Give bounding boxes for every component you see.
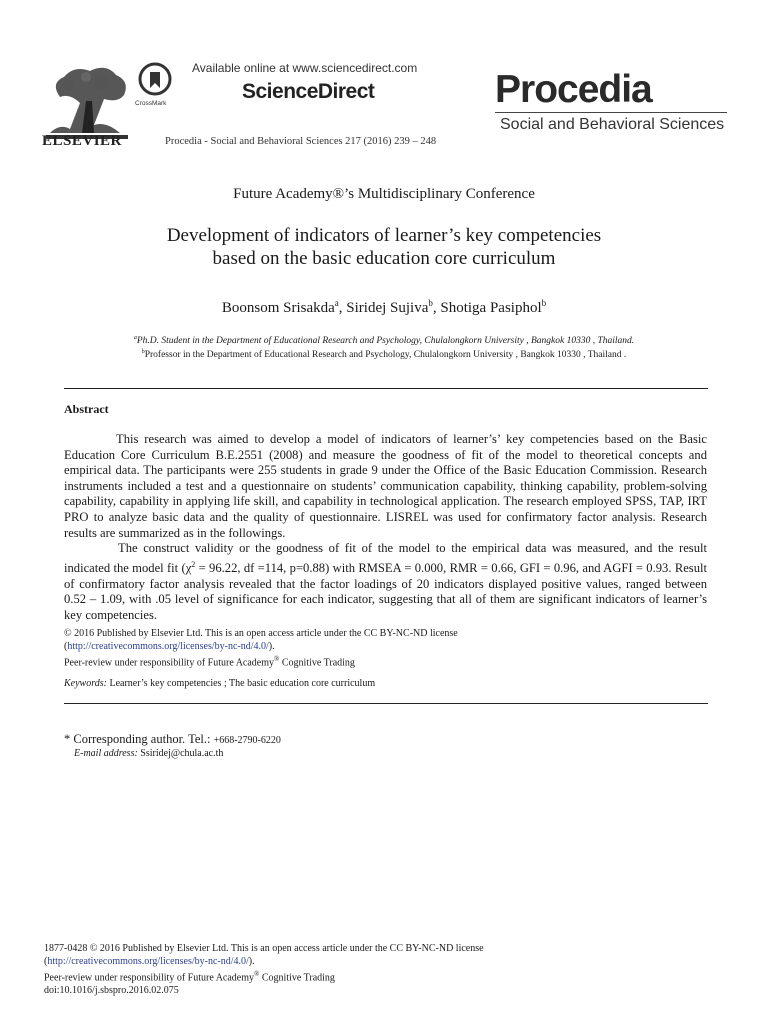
crossmark-label: CrossMark bbox=[135, 100, 167, 107]
author-sup: b bbox=[428, 298, 433, 308]
email-value[interactable]: Ssiridej@chula.ac.th bbox=[137, 748, 224, 759]
license-link[interactable]: http://creativecommons.org/licenses/by-nc-nd/4.0/ bbox=[67, 640, 269, 652]
chi-symbol: χ bbox=[185, 560, 192, 575]
abstract-text: The construct validity or the goodness of fit of the model to the empirical data was measured, and the result indicated the model fit ( bbox=[64, 541, 707, 575]
footer-license-line: 1877-0428 © 2016 Published by Elsevier Ltd. This is an open access article under the CC BY-NC-ND license bbox=[44, 943, 484, 954]
peer-review-line bbox=[64, 653, 704, 670]
crossmark-icon[interactable] bbox=[138, 62, 172, 96]
chi-superscript: 2 bbox=[191, 559, 196, 569]
author-separator: , bbox=[338, 300, 347, 316]
keywords-text: Learner’s key competencies ; The basic education core curriculum bbox=[106, 678, 376, 689]
license-notice bbox=[64, 628, 704, 670]
author-list bbox=[0, 298, 768, 317]
conference-name: Future Academy®’s Multidisciplinary Conference bbox=[233, 186, 535, 202]
paper-title bbox=[0, 224, 768, 270]
affiliation-sup: a bbox=[133, 335, 137, 341]
affiliation-a bbox=[0, 335, 768, 346]
footer-peer-review-text: Peer-review under responsibility of Future Academy bbox=[44, 972, 255, 984]
procedia-subtitle: Social and Behavioral Sciences bbox=[500, 116, 725, 133]
author-sup: b bbox=[541, 298, 547, 308]
affiliation-text: Professor in the Department of Educational Research and Psychology, Chulalongkorn University , Bangkok 10330 , Thailand . bbox=[144, 350, 627, 361]
peer-review-text: Peer-review under responsibility of Future Academy bbox=[64, 657, 275, 669]
journal-reference: Procedia - Social and Behavioral Sciences 217 (2016) 239 – 248 bbox=[165, 136, 437, 147]
footer-peer-review bbox=[44, 968, 724, 985]
divider-top bbox=[64, 388, 708, 389]
sciencedirect-logo: ScienceDirect bbox=[242, 80, 375, 103]
abstract-paragraph-2 bbox=[64, 541, 707, 623]
abstract-heading: Abstract bbox=[64, 402, 109, 416]
author-separator: , bbox=[432, 300, 441, 316]
author-sup: a bbox=[334, 298, 339, 308]
elsevier-logo-text: ELSEVIER bbox=[42, 133, 122, 149]
footer-license-link[interactable]: http://creativecommons.org/licenses/by-nc-nd/4.0/ bbox=[47, 955, 249, 967]
doi[interactable]: doi:10.1016/j.sbspro.2016.02.075 bbox=[44, 984, 179, 996]
paper-title-line1: Development of indicators of learner’s key competencies bbox=[166, 225, 602, 246]
footer-link-line: (http://creativecommons.org/licenses/by-nc-nd/4.0/). bbox=[44, 955, 255, 967]
procedia-divider bbox=[495, 112, 727, 113]
paper-title-line2: based on the basic education core curriculum bbox=[212, 248, 556, 269]
procedia-logo: Procedia bbox=[495, 68, 652, 111]
registered-mark: ® bbox=[274, 655, 280, 663]
corresponding-tel: +668-2790-6220 bbox=[213, 735, 281, 746]
email-label: E-mail address: bbox=[74, 748, 138, 759]
registered-mark: ® bbox=[254, 970, 260, 978]
corresponding-author bbox=[64, 732, 281, 747]
page-footer bbox=[44, 943, 724, 997]
license-line: © 2016 Published by Elsevier Ltd. This is an open access article under the CC BY-NC-ND license bbox=[64, 628, 458, 639]
abstract-body bbox=[64, 432, 707, 623]
keywords-label: Keywords: bbox=[64, 678, 107, 689]
license-link-line: (http://creativecommons.org/licenses/by-nc-nd/4.0/). bbox=[64, 640, 275, 652]
affiliation-text: Ph.D. Student in the Department of Educational Research and Psychology, Chulalongkorn University , Bangkok 10330 , Thailand. bbox=[136, 336, 635, 347]
footer-peer-review-text: Cognitive Trading bbox=[259, 972, 335, 984]
author-name: Shotiga Pasiphol bbox=[440, 300, 542, 316]
affiliation-b bbox=[0, 349, 768, 360]
corresponding-label: * Corresponding author. Tel.: bbox=[64, 732, 214, 746]
email-address bbox=[74, 748, 223, 759]
divider-bottom bbox=[64, 703, 708, 704]
author-name: Boonsom Srisakda bbox=[221, 300, 335, 316]
affiliation-sup: b bbox=[141, 349, 145, 355]
keywords bbox=[64, 678, 375, 689]
peer-review-text: Cognitive Trading bbox=[279, 657, 355, 669]
abstract-text: = 96.22, df =114, p=0.88) with RMSEA = 0.000, RMR = 0.66, GFI = 0.96, and AGFI = 0.93. Result of confirmatory factor analysis revealed that the factor loadings of 20 indicators displayed positive values, ranged between 0.52 – 1.09, with .05 level of significance for each indicator, suggesting that all of them are significant indicators of learner’s key competencies. bbox=[64, 560, 708, 622]
available-online-text: Available online at www.sciencedirect.com bbox=[192, 61, 418, 75]
author-name: Siridej Sujiva bbox=[346, 300, 429, 316]
abstract-paragraph-1: This research was aimed to develop a model of indicators of learner’s’ key competencies based on the Basic Education Core Curriculum B.E.2551 (2008) and measure the goodness of fit of the model to theoretical concepts and empirical data. The participants were 255 students in grade 9 under the Office of the Basic Education Commission. Research instruments included a test and a questionnaire on students’ communication capability, thinking capability, problem-solving capability, capability in applying life skill, and capability in technological application. The research employed SPSS, TAP, IRT PRO to analyze basic data and the quality of questionnaire. LISREL was used for confirmatory factor analysis. Research results are summarized as in the followings. bbox=[64, 432, 707, 540]
